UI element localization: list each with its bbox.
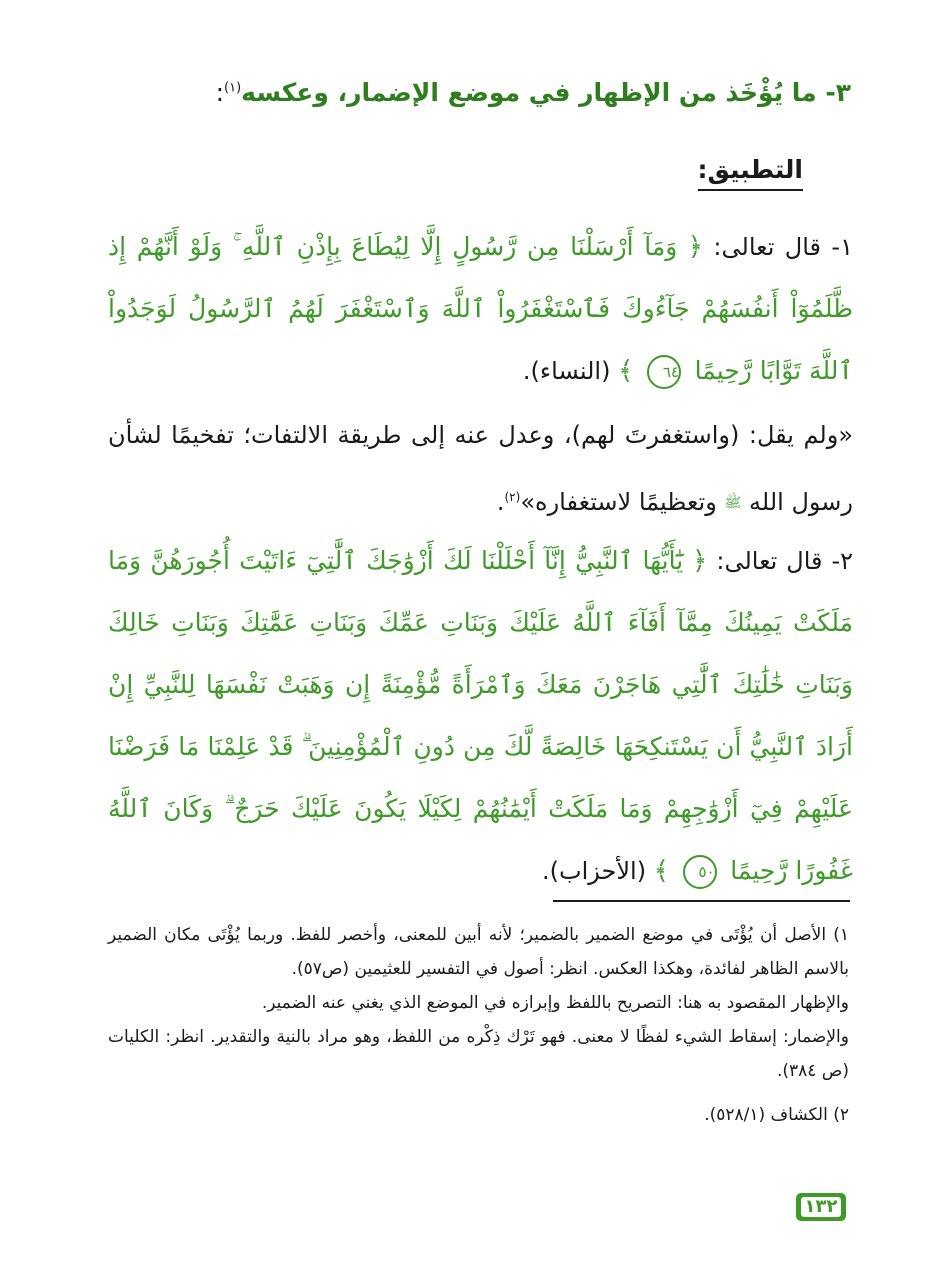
example-1-prefix: ١- قال تعالى: <box>713 233 853 261</box>
quran-close-ornament: ﴾ <box>618 356 634 386</box>
quran-close-ornament: ﴾ <box>653 856 669 886</box>
quran-open-ornament: ﴿ <box>692 546 708 576</box>
ayah-number-marker: ٥٠ <box>683 855 717 889</box>
footnote-1-line-2: والإظهار المقصود به هنا: التصريح باللفظ وإبرازه في الموضع الذي يغني عنه الضمير. <box>261 993 849 1013</box>
quran-open-ornament: ﴿ <box>687 232 704 262</box>
footnote-divider <box>553 900 850 902</box>
application-subheading: التطبيق: <box>698 152 803 191</box>
heading-colon: : <box>215 78 225 107</box>
footnotes <box>108 918 849 1132</box>
example-1-paragraph <box>108 216 853 402</box>
footnote-1-line-1: ١) الأصل أن يُؤْتَى في موضع الضمير بالضمير؛ لأنه أبين للمعنى، وأخصر للفظ. وربما يُؤْتَى مكان الضمير بالاسم الظاهر لفائدة، وهكذا العكس. انظر: أصول في التفسير للعثيمين (ص٥٧). <box>108 925 849 979</box>
surah-reference: (النساء). <box>522 357 611 385</box>
commentary-end: . <box>496 488 505 516</box>
footnote-ref-2[interactable]: (٢) <box>504 490 521 504</box>
footnote-1-line-3: والإضمار: إسقاط الشيء لفظًا لا معنى. فهو تَرْك ذِكْره من اللفظ، وهو مراد بالنية والتقدير. انظر: الكليات (ص ٣٨٤). <box>108 1027 849 1081</box>
commentary-paragraph <box>108 404 853 534</box>
footnote-2: ٢) الكشاف (٥٢٨/١). <box>704 1105 849 1125</box>
quran-verse-1: وَمَآ أَرْسَلْنَا مِن رَّسُولٍ إِلَّا لِيُطَاعَ بِإِذْنِ ٱللَّهِ ۚ وَلَوْ أَنَّهُمْ إِذ ظَّلَمُوٓاْ أَنفُسَهُمْ جَآءُوكَ فَٱسْتَغْفَرُواْ ٱللَّهَ وَٱسْتَغْفَرَ لَهُمُ ٱلرَّسُولُ لَوَجَدُواْ ٱللَّهَ تَوَّابًا رَّحِيمًا <box>108 232 853 385</box>
commentary-text: «ولم يقل: (واستغفرتَ لهم)، وعدل عنه إلى طريقة الالتفات؛ تفخيمًا لشأن رسول الله <box>108 421 853 516</box>
surah-reference: (الأحزاب). <box>542 857 647 885</box>
pbuh-symbol: ﷺ <box>724 495 742 511</box>
quran-verse-2: يَٰٓأَيُّهَا ٱلنَّبِيُّ إِنَّآ أَحْلَلْنَا لَكَ أَزْوَٰجَكَ ٱلَّٰتِيٓ ءَاتَيْتَ أُجُورَهُنَّ وَمَا مَلَكَتْ يَمِينُكَ مِمَّآ أَفَآءَ ٱللَّهُ عَلَيْكَ وَبَنَاتِ عَمِّكَ وَبَنَاتِ عَمَّٰتِكَ وَبَنَاتِ خَالِكَ وَبَنَاتِ خَٰلَٰتِكَ ٱلَّٰتِي هَاجَرْنَ مَعَكَ وَٱمْرَأَةً مُّؤْمِنَةً إِن وَهَبَتْ نَفْسَهَا لِلنَّبِيِّ إِنْ أَرَادَ ٱلنَّبِيُّ أَن يَسْتَنكِحَهَا خَالِصَةً لَّكَ مِن دُونِ ٱلْمُؤْمِنِينَ ۗ قَدْ عَلِمْنَا مَا فَرَضْنَا عَلَيْهِمْ فِيٓ أَزْوَٰجِهِمْ وَمَا مَلَكَتْ أَيْمَٰنُهُمْ لِكَيْلَا يَكُونَ عَلَيْكَ حَرَجٌ ۗ وَكَانَ ٱللَّهُ غَفُورًا رَّحِيمًا <box>108 546 853 885</box>
page-number-badge <box>796 1193 846 1221</box>
section-heading-text: ٣- ما يُؤْخَذ من الإظهار في موضع الإضمار، وعكسه <box>241 78 851 107</box>
example-2-prefix: ٢- قال تعالى: <box>716 547 853 575</box>
footnote-ref-1[interactable]: (١) <box>224 80 242 96</box>
commentary-text-2: وتعظيمًا لاستغفاره» <box>520 488 717 516</box>
ayah-number-marker: ٦٤ <box>647 355 681 389</box>
example-2-paragraph <box>108 530 853 902</box>
page-number: ١٣٢ <box>801 1197 842 1217</box>
section-heading <box>216 78 851 107</box>
